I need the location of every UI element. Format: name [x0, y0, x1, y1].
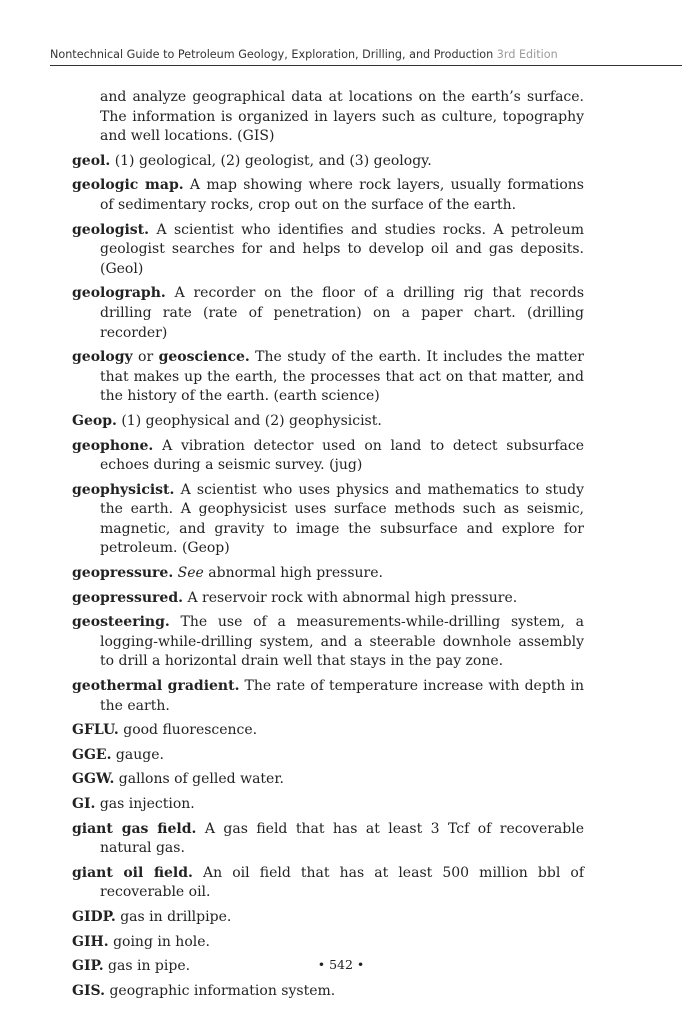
entry-definition: The study of the earth. It includes the matter that makes up the earth, the processes that act on that matter, and the history of the earth. (earth science) — [100, 349, 585, 405]
glossary-entry — [72, 152, 584, 172]
entry-definition: A vibration detector used on land to detect subsurface echoes during a seismic survey. (jug) — [100, 437, 585, 474]
glossary-entry — [72, 933, 584, 953]
entry-term: GGW. — [72, 771, 115, 788]
entry-definition: (1) geological, (2) geologist, and (3) geology. — [114, 152, 432, 169]
entry-term: geothermal gradient. — [72, 678, 240, 695]
page-number: • 542 • — [317, 957, 365, 972]
entry-term: GIDP. — [72, 908, 116, 925]
entry-term: geopressured. — [72, 589, 183, 606]
entry-term: giant oil field. — [72, 864, 193, 881]
entry-term: GIS. — [72, 982, 105, 999]
entry-definition: gas injection. — [99, 796, 195, 812]
entry-term: Geop. — [72, 412, 117, 429]
entry-definition: A recorder on the floor of a drilling rig that records drilling rate (rate of penetration) on a paper chart. (drilling recorder) — [100, 285, 585, 341]
entry-term: geologist. — [72, 221, 150, 238]
entry-definition: gas in pipe. — [108, 958, 191, 975]
entry-term: GFLU. — [72, 722, 119, 739]
entry-definition: gas in drillpipe. — [120, 908, 232, 925]
entry-term-alt: geoscience. — [158, 349, 250, 366]
glossary-entry — [72, 770, 584, 790]
entry-term: GGE. — [72, 746, 112, 763]
glossary-entry — [72, 589, 584, 609]
entry-term: geolograph. — [72, 285, 166, 302]
glossary-entry — [72, 982, 584, 1002]
entry-term: geologic map. — [72, 177, 184, 194]
entry-term: geosteering. — [72, 614, 170, 631]
entry-term: GIH. — [72, 933, 109, 950]
entry-term: giant gas field. — [72, 820, 197, 837]
book-title: Nontechnical Guide to Petroleum Geology, Exploration, Drilling, and Production — [50, 48, 494, 61]
entry-term: geopressure. — [72, 565, 174, 582]
glossary-entry — [72, 613, 584, 672]
glossary-entry — [72, 677, 584, 716]
entry-definition: (1) geophysical and (2) geophysicist. — [121, 412, 382, 429]
glossary-entry — [72, 908, 584, 928]
glossary-entry — [72, 284, 584, 343]
entry-joiner: or — [138, 349, 154, 366]
entry-definition: The use of a measurements-while-drilling system, a logging-while-drilling system, and a steerable downhole assembly to drill a horizontal drain well that stays in the pay zone. — [100, 614, 585, 670]
glossary-entry — [72, 795, 584, 815]
entry-term: GIP. — [72, 958, 104, 975]
entry-definition: abnormal high pressure. — [208, 565, 383, 582]
glossary-entry — [72, 176, 584, 215]
entry-definition: An oil field that has at least 500 million bbl of recoverable oil. — [100, 864, 585, 901]
glossary-entry — [72, 864, 584, 903]
glossary-entry — [72, 348, 584, 407]
entry-term: GI. — [72, 796, 96, 812]
glossary-entry — [72, 721, 584, 741]
entry-definition: A reservoir rock with abnormal high pressure. — [187, 589, 518, 606]
entry-definition: gauge. — [115, 746, 164, 763]
entry-term: geophone. — [72, 437, 154, 454]
entry-definition: good fluorescence. — [123, 722, 258, 739]
glossary-entry — [72, 412, 584, 432]
glossary-body — [72, 88, 584, 1006]
entry-definition: The rate of temperature increase with depth in the earth. — [100, 678, 585, 714]
glossary-entry — [72, 564, 584, 584]
edition-label: 3rd Edition — [496, 48, 558, 61]
entry-definition: gallons of gelled water. — [118, 771, 284, 788]
entry-term: geophysicist. — [72, 481, 175, 498]
entry-definition: A map showing where rock layers, usually formations of sedimentary rocks, crop out on the surface of the earth. — [100, 177, 584, 213]
see-reference: See — [177, 565, 204, 582]
glossary-entry — [72, 746, 584, 766]
glossary-entry — [72, 481, 584, 559]
header-rule — [50, 65, 682, 66]
entry-definition: A gas field that has at least 3 Tcf of recoverable natural gas. — [100, 820, 584, 857]
entry-definition: geographic information system. — [109, 982, 336, 999]
running-header — [50, 47, 682, 63]
glossary-entry — [72, 820, 584, 859]
entry-definition: A scientist who uses physics and mathematics to study the earth. A geophysicist uses surface methods such as seismic, magnetic, and gravity to image the subsurface and explore for petroleum. (Geop) — [100, 481, 585, 557]
glossary-entry — [72, 437, 584, 476]
entry-definition: A scientist who identifies and studies rocks. A petroleum geologist searches for and helps to develop oil and gas deposits. (Geol) — [100, 221, 585, 277]
entry-definition: going in hole. — [113, 933, 210, 950]
entry-term: geol. — [72, 152, 111, 169]
glossary-entry — [72, 221, 584, 280]
entry-term: geology — [72, 349, 133, 366]
continued-definition: and analyze geographical data at locations on the earth’s surface. The information is organized in layers such as culture, topography and well locations. (GIS) — [100, 89, 584, 145]
